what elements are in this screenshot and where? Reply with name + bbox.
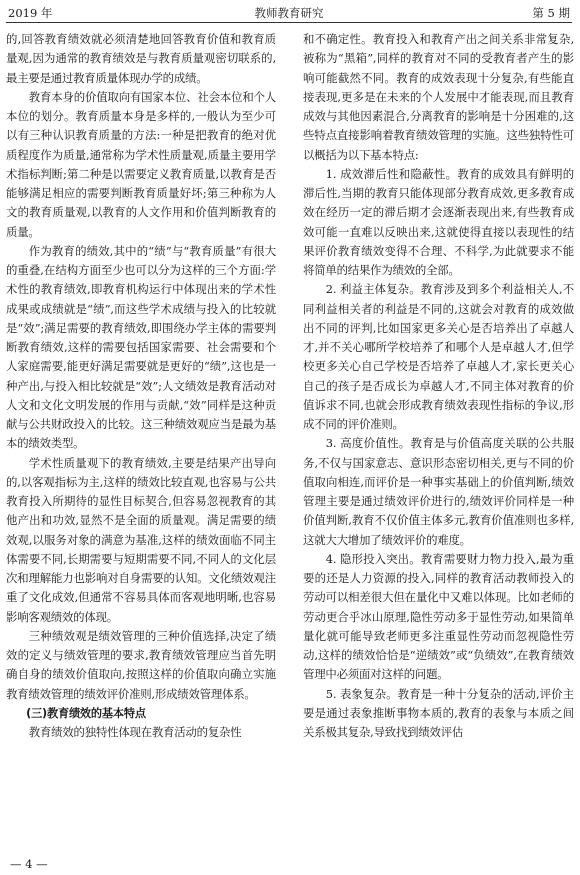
section-heading: (三)教育绩效的基本特点 bbox=[26, 706, 146, 720]
header-issue: 第 5 期 bbox=[532, 6, 570, 20]
paragraph: 三种绩效观是绩效管理的三种价值选择,决定了绩效的定义与绩效管理的要求,教育绩效管理应当首先明确自身的绩效价值取向,按照这样的价值取向确立实施教育绩效管理的绩效评价准则,形成绩效管理体系。 bbox=[6, 628, 276, 701]
paragraph: 1. 成效滞后性和隐蔽性。教育的成效具有鲜明的滞后性,当期的教育只能体现部分教育成效,更多教育成效在经历一定的滞后期才会逐渐表现出来,有些教育成效可能一直难以反映出来,这就使得直接以表现性的结果评价教育绩效变得不合理、不科学,为此就要求不能将简单的结果作为绩效的全部。 bbox=[303, 166, 574, 277]
paragraph: 4. 隐形投入突出。教育需要财力物力投入,最为重要的还是人力资源的投入,同样的教育活动教师投入的劳动可以相差很大但在量化中又难以体现。比如老师的劳动更合乎冰山原理,隐性劳动多于显性劳动,如果简单量化就可能导致老师更多注重显性劳动而忽视隐性劳动,这样的绩效恰恰是“逆绩效”或“负绩效”,在教育绩效管理中必须面对这样的问题。 bbox=[303, 551, 574, 682]
paragraph: 教育本身的价值取向有国家本位、社会本位和个人本位的划分。教育质量本身是多样的,一般认为至少可以有三种认识教育质量的方法:一种是把教育的绝对优质程度作为质量,通常称为学术性质量观,质量主要用学术指标判断;第二种是以需要定义教育质量,以教育是否能够满足相应的需要判断教育质量好坏;第三种称为人文的教育质量观,以教育的人文作用和价值判断教育的质量。 bbox=[6, 89, 276, 239]
header-year: 2019 年 bbox=[8, 6, 53, 20]
running-header bbox=[6, 4, 572, 23]
paragraph: 教育绩效的独特性体现在教育活动的复杂性 bbox=[28, 725, 242, 739]
right-column bbox=[303, 30, 574, 742]
left-column bbox=[6, 30, 276, 742]
paragraph: 5. 表象复杂。教育是一种十分复杂的活动,评价主要是通过表象推断事物本质的,教育的表象与本质之间关系极其复杂,导致找到绩效评估 bbox=[303, 686, 574, 739]
paragraph: 3. 高度价值性。教育是与价值高度关联的公共服务,不仅与国家意志、意识形态密切相关,更与不同的价值取向相连,而评价是一种事实基础上的价值判断,绩效管理主要是通过绩效评价进行的,绩效评价同样是一种价值判断,教育不仅价值主体多元,教育价值准则也多样,这就大大增加了绩效评价的难度。 bbox=[303, 436, 574, 547]
paragraph: 作为教育的绩效,其中的“绩”与“教育质量”有很大的重叠,在结构方面至少也可以分为这样的三个方面:学术性的教育绩效,即教育机构运行中体现出来的学术性成果或成绩就是“绩”,而这些学术成绩与投入的比较就是“效”;满足需要的教育绩效,即围绕办学主体的需要判断教育绩效,这样的需要包括国家需要、社会需要和个人家庭需要,能更好满足需要就是更好的“绩”,这也是一种产出,与投入相比较就是“效”;人文绩效是教育活动对人文和文化文明发展的作用与贡献,“效”同样是这种贡献与公共财政投入的比较。这三种绩效观应当是最为基本的绩效类型。 bbox=[6, 243, 276, 451]
paragraph: 和不确定性。教育投入和教育产出之间关系非常复杂,被称为“黑箱”,同样的教育对不同的受教育者产生的影响可能截然不同。教育的成效表现十分复杂,有些能直接表现,更多是在未来的个人发展中才能表现,而且教育成效与其他因素混合,分离教育的影响是十分困难的,这些特点直接影响着教育绩效管理的实施。这些独特性可以概括为以下基本特点: bbox=[303, 32, 574, 162]
header-journal-title: 教师教育研究 bbox=[254, 6, 324, 20]
page-number: — 4 — bbox=[10, 857, 48, 871]
paragraph: 的,回答教育绩效就必须清楚地回答教育价值和教育质量观,因为通常的教育绩效是与教育质量观密切联系的,最主要是通过教育质量体现办学的成绩。 bbox=[6, 32, 276, 85]
paragraph: 2. 利益主体复杂。教育涉及到多个利益相关人,不同利益相关者的利益是不同的,这就会对教育的成效做出不同的评判,比如国家更多关心是否培养出了卓越人才,并不关心哪所学校培养了和哪个人是卓越人才,但学校更多关心自己学校是否培养了卓越人才,家长更关心自己的孩子是否成长为卓越人才,不同主体对教育的价值诉求不同,也就会形成教育绩效表现性指标的争议,形成不同的评价准则。 bbox=[303, 282, 574, 431]
paragraph: 学术性质量观下的教育绩效,主要是结果产出导向的,以客观指标为主,这样的绩效比较直观,也容易与公共教育投入所期待的显性目标契合,但容易忽视教育的其他产出和功效,显然不是全面的质量观。满足需要的绩效观,以服务对象的满意为基准,这样的绩效面临不同主体需要不同,长期需要与短期需要不同,不同人的文化层次和理解能力也影响对自身需要的认知。文化绩效观注重了文化成效,但通常不容易具体而客观地明晰,也容易影响客观绩效的体现。 bbox=[6, 455, 276, 624]
